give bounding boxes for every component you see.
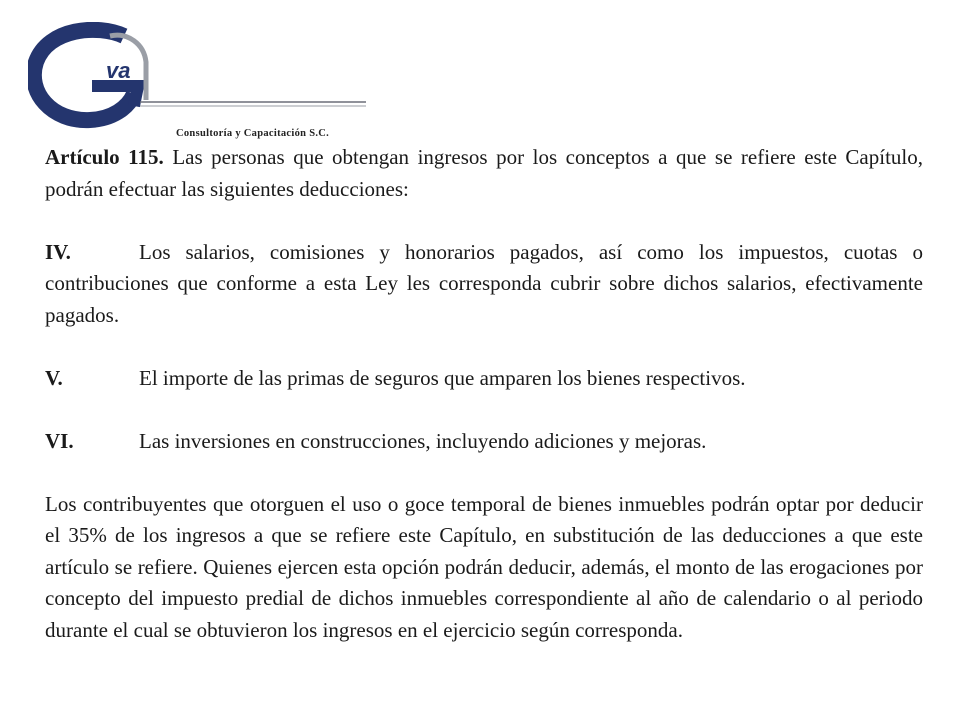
article-intro [45, 142, 923, 205]
fraction-iv [45, 237, 923, 332]
logo-caption: Consultoría y Capacitación S.C. [176, 128, 330, 139]
fraction-text: Los salarios, comisiones y honorarios pagados, así como los impuestos, [139, 239, 829, 264]
fraction-vi [45, 426, 923, 458]
article-intro-text: Las personas que obtengan ingresos por los conceptos a que se refiere este Capítulo, podrán efectuar las siguientes deducciones: [45, 145, 924, 201]
closing-paragraph: Los contribuyentes que otorguen el uso o goce temporal de bienes inmuebles podrán optar por deducir el 35% de los ingresos a que se refiere este Capítulo, en substitución de las deducciones a que este artículo se refiere. Quienes ejercen esta opción podrán deducir, además, el monto de las erogaciones por concepto del impuesto predial de dichos inmuebles correspondiente al año de calendario o al periodo durante el cual se obtuvieron los ingresos en el ejercicio según corresponda. [45, 491, 923, 642]
company-logo [28, 22, 368, 139]
article-title: Artículo 115. [45, 145, 164, 169]
fraction-label: IV. [45, 239, 71, 264]
logo-g-bar [92, 86, 138, 106]
logo-mark [28, 22, 368, 132]
fraction-text: El importe de las primas de seguros que amparen los bienes respectivos. [139, 365, 746, 390]
fraction-label: V. [45, 365, 63, 390]
fraction-v [45, 363, 923, 395]
fraction-continuation: cuotas o contribuciones que conforme a esta Ley les corresponda cubrir sobre dichos salarios, efectivamente pagados. [45, 239, 923, 327]
logo-monogram: va [106, 58, 131, 83]
article-body [45, 142, 923, 646]
fraction-label: VI. [45, 428, 74, 453]
fraction-text: Las inversiones en construcciones, incluyendo adiciones y mejoras. [139, 428, 707, 453]
